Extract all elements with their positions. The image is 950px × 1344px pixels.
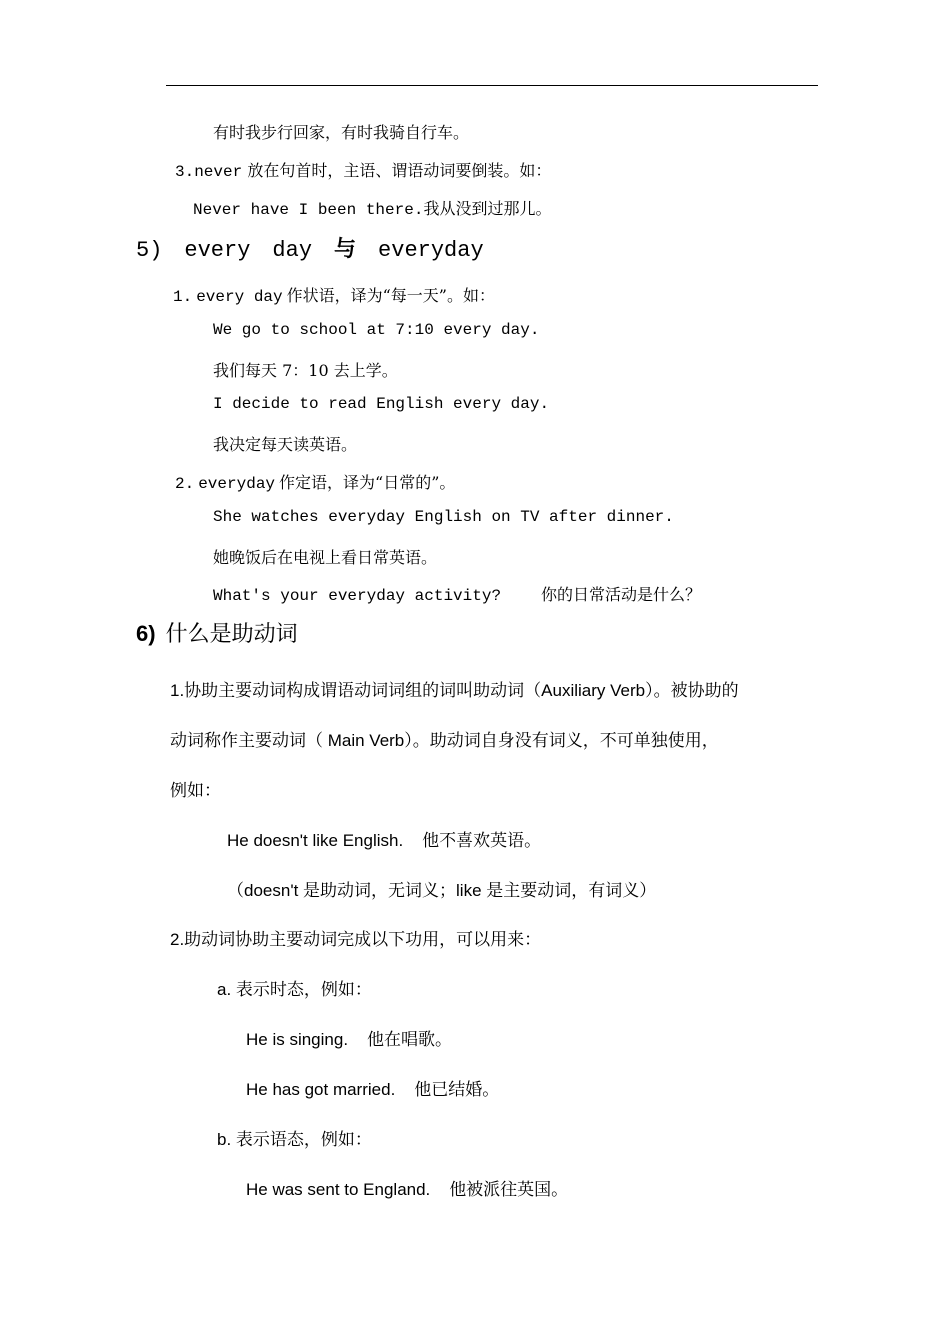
heading-term: every [184,238,251,263]
example-text: 我们每天 7：10 去上学。 [213,361,398,380]
example-chinese: 他在唱歌。 [366,1030,452,1049]
sentence-text: 有时我步行回家，有时我骑自行车。 [213,123,470,142]
rule-item-3 [175,158,551,181]
subpoint-b [217,1125,372,1150]
example-english: Never have I been there. [193,201,424,219]
paragraph-line [170,676,739,701]
paragraph-text: 2.助动词协助主要动词完成以下功用，可以用来： [170,930,542,949]
paragraph-line [170,776,221,801]
example-chinese: 你的日常活动是什么？ [541,585,702,604]
example-chinese [213,432,357,455]
heading-term: everyday [378,238,484,263]
section-title: 什么是助动词 [165,621,298,646]
section-number: 5) [136,238,163,263]
sentence-line [213,120,469,143]
example-text: I decide to read English every day. [213,395,550,413]
section-number: 6) [136,621,156,646]
example-line [246,1175,568,1200]
example-chinese: 我从没到过那儿。 [423,199,552,218]
example-english [213,508,674,526]
example-line [246,1075,499,1100]
paragraph-text: 动词称作主要动词（ Main Verb）。助动词自身没有词义，不可单独使用， [170,731,719,750]
header-rule [166,85,818,86]
paragraph-line [170,925,541,950]
point-text: 作状语，译为“每一天”。如： [286,286,495,305]
point-number: 2. [175,475,195,493]
example-text: 我决定每天读英语。 [213,435,358,454]
example-text: 她晚饭后在电视上看日常英语。 [213,548,438,567]
example-chinese: 他已结婚。 [414,1080,500,1099]
paragraph-text: 例如： [170,781,221,800]
note-line [227,876,656,901]
example-english: He has got married. [246,1080,396,1099]
example-chinese [213,545,437,568]
rule-text: 放在句首时，主语、谓语动词要倒装。如： [247,161,552,180]
example-english: He is singing. [246,1030,349,1049]
example-english: He was sent to England. [246,1180,431,1199]
example-chinese: 他不喜欢英语。 [422,831,542,850]
example-english [213,395,549,413]
example-line [193,196,551,219]
subpoint-label: b. 表示语态，例如： [217,1130,372,1149]
example-chinese: 他被派往英国。 [449,1180,569,1199]
point-term: everyday [198,475,276,493]
heading-conjunction: 与 [334,237,357,262]
point-2 [175,470,455,493]
example-text: She watches everyday English on TV after dinner. [213,508,674,526]
example-line [213,582,701,605]
example-line [227,826,541,851]
example-text: We go to school at 7:10 every day. [213,321,540,339]
subpoint-label: a. 表示时态，例如： [217,980,372,999]
point-number: 1. [173,288,193,306]
paragraph-text: 1.协助主要动词构成谓语动词词组的词叫助动词（Auxiliary Verb）。被协助的 [170,681,739,700]
point-term: every day [196,288,283,306]
example-line [246,1025,452,1050]
point-1 [173,283,495,306]
example-english: What's your everyday activity? [213,587,502,605]
heading-term: day [272,238,313,263]
section-heading-6 [136,617,298,648]
example-english: He doesn't like English. [227,831,404,850]
example-chinese [213,358,398,381]
subpoint-a [217,975,372,1000]
section-heading-5 [136,232,484,263]
rule-number: 3.never [175,163,243,181]
paragraph-line [170,726,719,751]
example-english [213,321,539,339]
note-text: （doesn't 是助动词，无词义；like 是主要动词，有词义） [227,881,657,900]
point-text: 作定语，译为“日常的”。 [279,473,456,492]
